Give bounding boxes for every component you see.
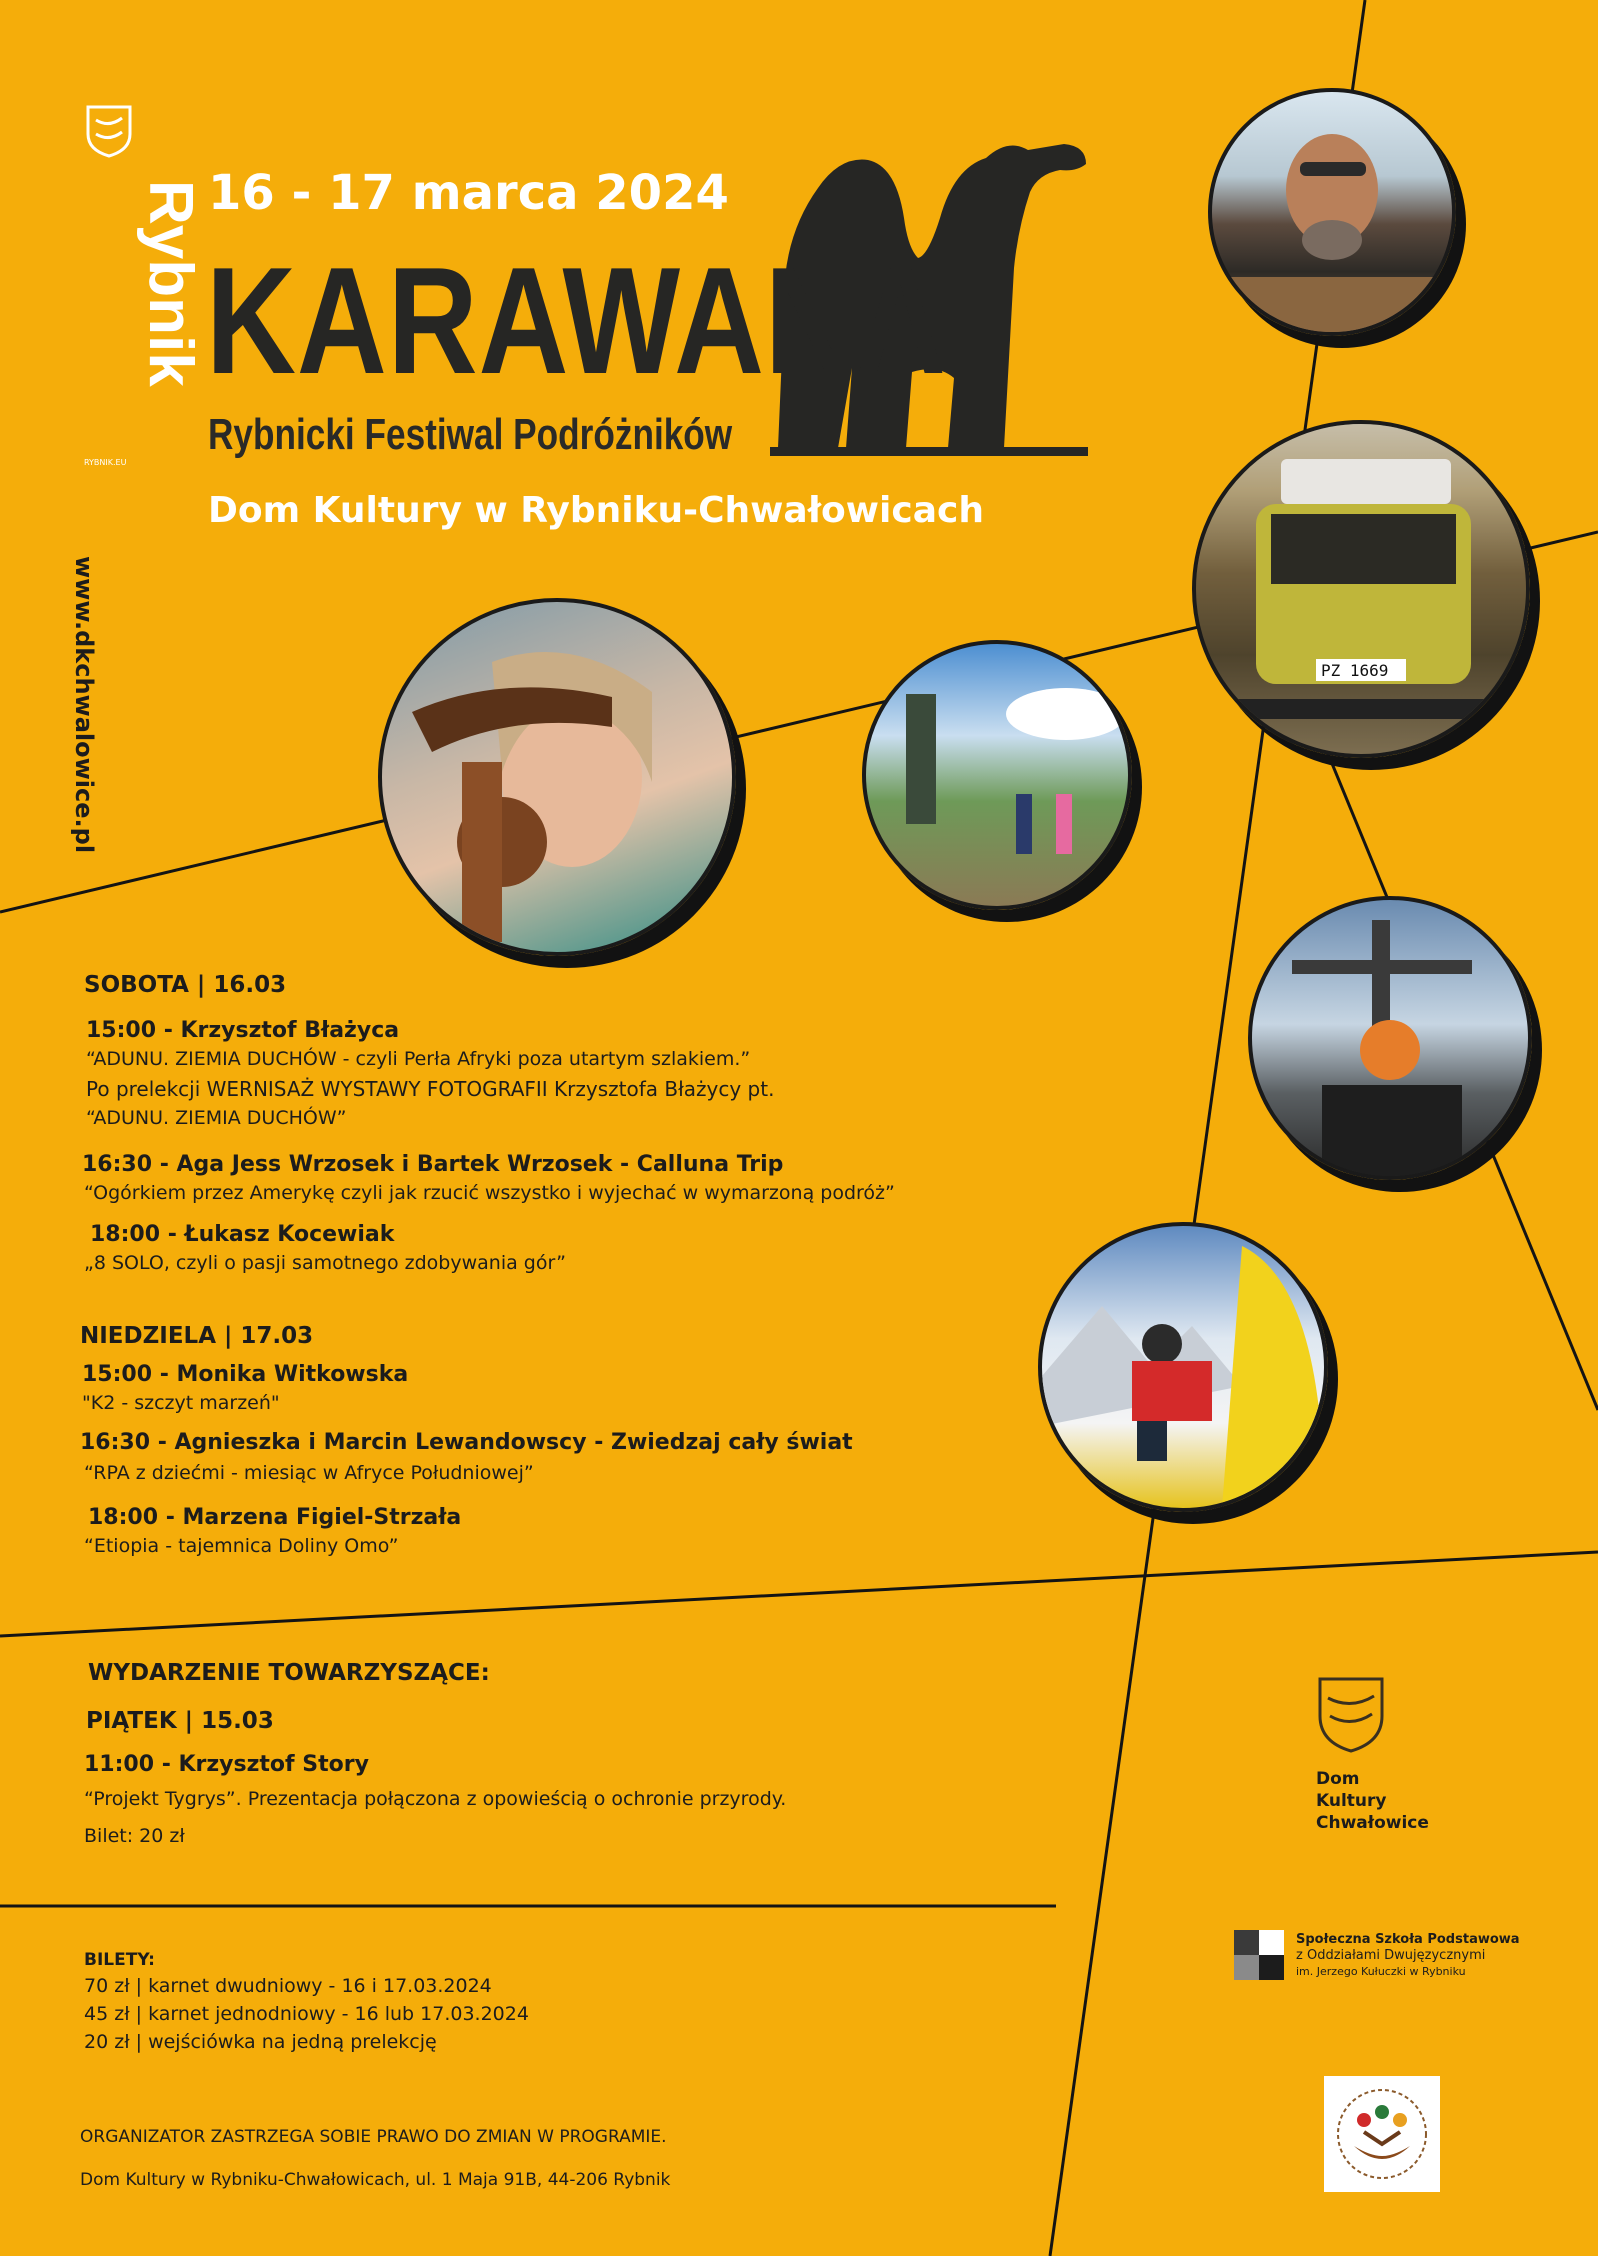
festival-date: 16 - 17 marca 2024: [208, 165, 729, 221]
saturday-heading: SOBOTA | 16.03: [84, 972, 287, 998]
dk-chwalowice-crest-icon: [1316, 1676, 1386, 1754]
photo-lukasz-kocewiak: [1248, 896, 1532, 1180]
saturday-event-1-line-1: “ADUNU. ZIEMIA DUCHÓW - czyli Perła Afryki poza utartym szlakiem.”: [86, 1048, 751, 1070]
photo-lewandowscy-family: [862, 640, 1132, 910]
sunday-heading: NIEDZIELA | 17.03: [80, 1323, 314, 1349]
saturday-event-1-line-2: Po prelekcji WERNISAŻ WYSTAWY FOTOGRAFII Krzysztofa Błażycy pt.: [86, 1077, 775, 1101]
rybnik-logo: [136, 180, 210, 450]
saturday-event-2-line-1: “Ogórkiem przez Amerykę czyli jak rzucić wszystko i wyjechać w wymarzoną podróż”: [84, 1182, 895, 1204]
title-underline: [770, 447, 1088, 456]
side-event-day: PIĄTEK | 15.03: [86, 1708, 274, 1734]
sunday-event-3-line-1: “Etiopia - tajemnica Doliny Omo”: [84, 1535, 399, 1557]
organizer-notice: ORGANIZATOR ZASTRZEGA SOBIE PRAWO DO ZMIAN W PROGRAMIE.: [80, 2127, 667, 2147]
photo-marzena-figiel-strzala: [1038, 1222, 1328, 1512]
sunday-event-2-title: 16:30 - Agnieszka i Marcin Lewandowscy - Zwiedzaj cały świat: [80, 1430, 853, 1455]
festival-title: KARAWANA: [206, 236, 947, 406]
side-event-heading: WYDARZENIE TOWARZYSZĄCE:: [88, 1660, 490, 1686]
saturday-event-2-title: 16:30 - Aga Jess Wrzosek i Bartek Wrzosek - Calluna Trip: [82, 1152, 784, 1177]
sunday-event-3-title: 18:00 - Marzena Figiel-Strzała: [88, 1505, 462, 1530]
rybnik-site: RYBNIK.EU: [84, 458, 127, 467]
ticket-line-2: 45 zł | karnet jednodniowy - 16 lub 17.03.2024: [84, 2003, 529, 2025]
school-line-1: Społeczna Szkoła Podstawowa: [1296, 1932, 1520, 1947]
saturday-event-3-title: 18:00 - Łukasz Kocewiak: [90, 1222, 395, 1247]
photo-krzysztof-blazyca: [1208, 88, 1456, 336]
sunday-event-2-line-1: “RPA z dziećmi - miesiąc w Afryce Południowej”: [84, 1462, 534, 1484]
dk-logo-line-3: Chwałowice: [1316, 1813, 1429, 1833]
school-logo-text: [1296, 1932, 1520, 1980]
partner-africa-logo: [1324, 2076, 1440, 2192]
photo-calluna-trip-van: [1192, 420, 1530, 758]
festival-venue: Dom Kultury w Rybniku-Chwałowicach: [208, 490, 984, 531]
side-event-desc: “Projekt Tygrys”. Prezentacja połączona z opowieścią o ochronie przyrody.: [84, 1788, 787, 1810]
school-line-3: im. Jerzego Kułuczki w Rybniku: [1296, 1965, 1466, 1978]
photo-monika-witkowska: [378, 598, 736, 956]
school-line-2: z Oddziałami Dwujęzycznymi: [1296, 1948, 1486, 1963]
side-event-ticket: Bilet: 20 zł: [84, 1825, 185, 1847]
side-event-title: 11:00 - Krzysztof Story: [84, 1752, 369, 1777]
sunday-event-1-title: 15:00 - Monika Witkowska: [82, 1362, 409, 1387]
venue-address: Dom Kultury w Rybniku-Chwałowicach, ul. 1 Maja 91B, 44-206 Rybnik: [80, 2170, 671, 2190]
rybnik-crest-icon: [84, 104, 134, 158]
dk-logo-line-2: Kultury: [1316, 1791, 1387, 1811]
sunday-event-1-line-1: "K2 - szczyt marzeń": [82, 1392, 280, 1414]
website-link[interactable]: www.dkchwalowice.pl: [70, 556, 98, 854]
rybnik-logo-text: Rybnik: [136, 180, 205, 387]
dk-logo-line-1: Dom: [1316, 1769, 1360, 1789]
saturday-event-3-line-1: „8 SOLO, czyli o pasji samotnego zdobywania gór”: [84, 1252, 566, 1274]
saturday-event-1-line-3: “ADUNU. ZIEMIA DUCHÓW”: [86, 1107, 347, 1129]
festival-subtitle: Rybnicki Festiwal Podróżników: [208, 410, 733, 459]
ticket-line-3: 20 zł | wejściówka na jedną prelekcję: [84, 2031, 437, 2053]
tickets-heading: BILETY:: [84, 1950, 155, 1970]
school-logo-icon: [1234, 1930, 1284, 1980]
ticket-line-1: 70 zł | karnet dwudniowy - 16 i 17.03.2024: [84, 1975, 492, 1997]
dk-logo-text: [1316, 1768, 1429, 1834]
van-plate-text: PZ 1669: [1321, 661, 1389, 680]
saturday-event-1-title: 15:00 - Krzysztof Błażyca: [86, 1018, 400, 1043]
